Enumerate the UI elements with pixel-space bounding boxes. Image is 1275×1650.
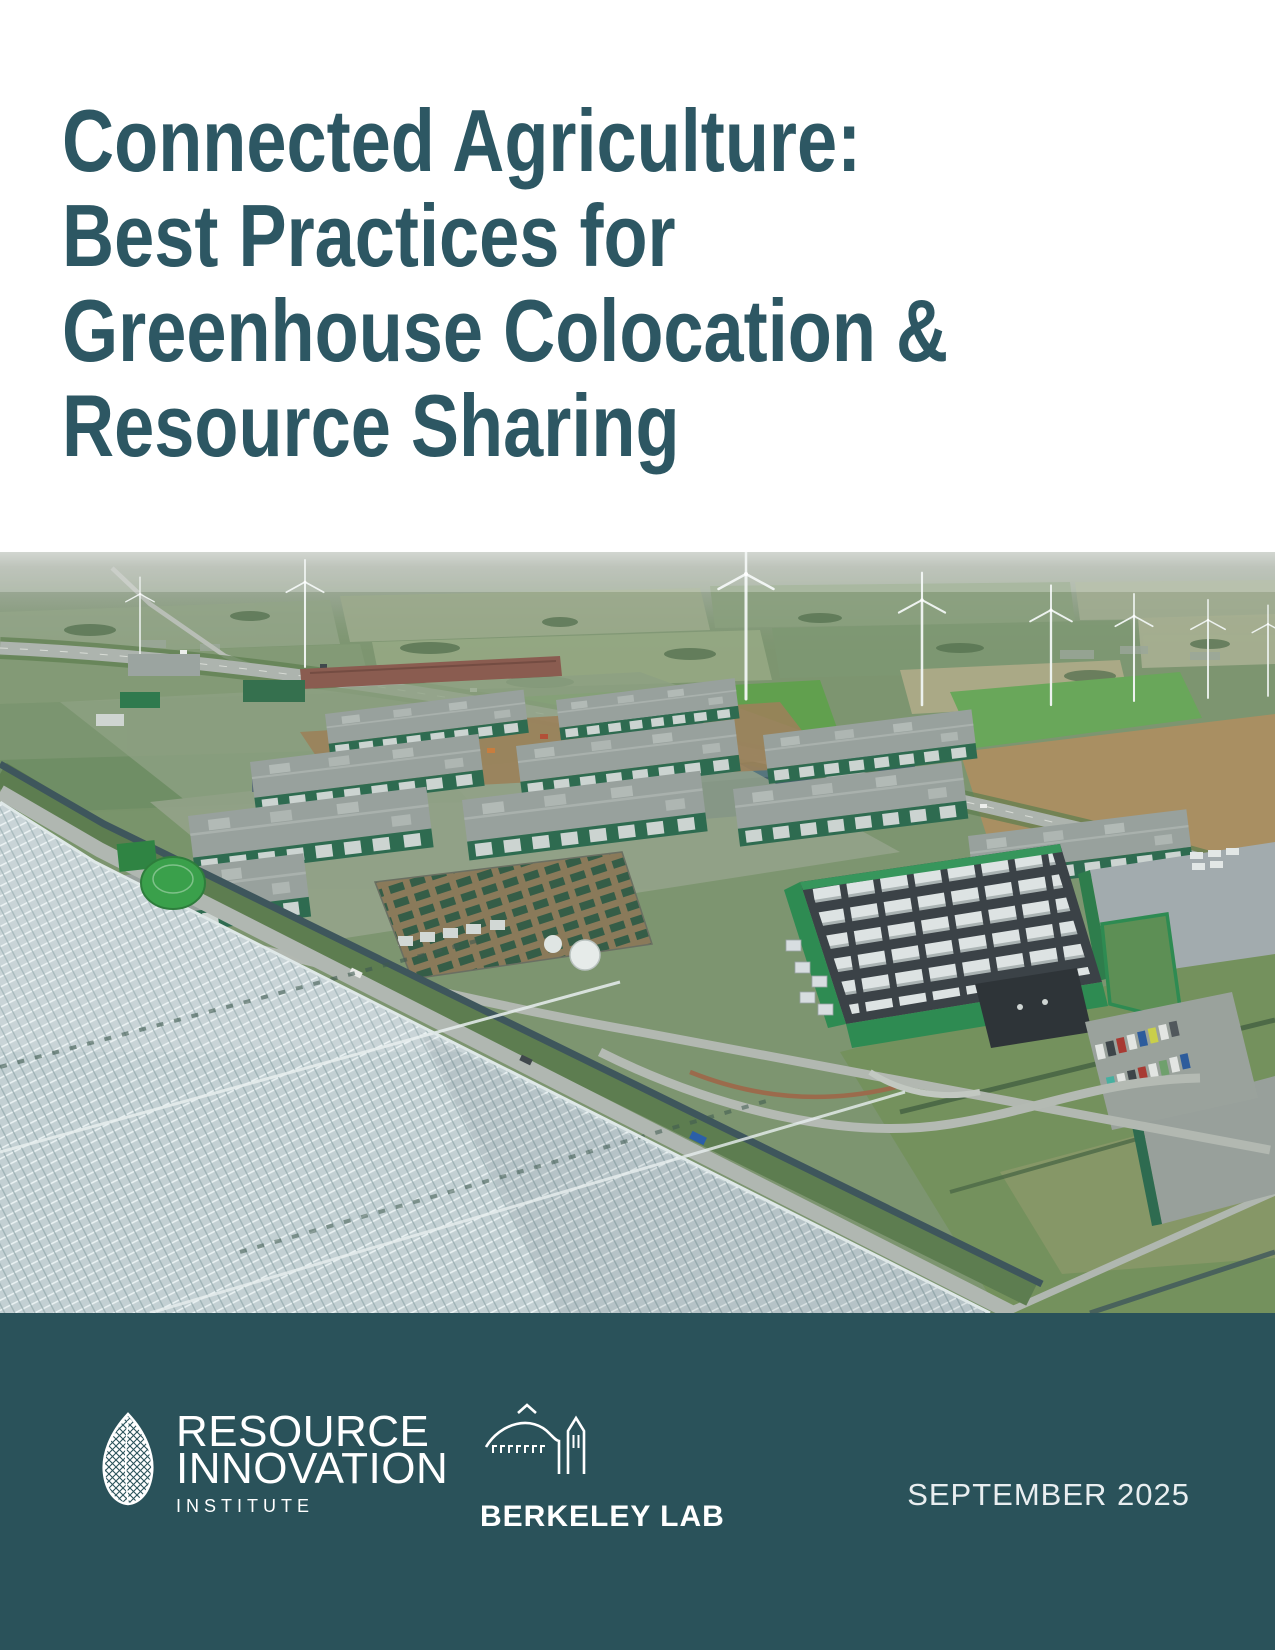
title-line: Best Practices for <box>62 186 676 285</box>
berkeley-lab-logo <box>480 1401 730 1534</box>
dome-campanile-icon <box>480 1401 598 1481</box>
footer-band <box>0 1313 1275 1650</box>
rii-line-innovation: INNOVATION <box>176 1444 449 1493</box>
rii-wordmark <box>176 1407 449 1517</box>
title-line: Greenhouse Colocation & <box>62 281 949 380</box>
resource-innovation-institute-logo <box>95 1407 449 1517</box>
title-line: Resource Sharing <box>62 376 680 475</box>
seed-icon <box>95 1411 161 1507</box>
cover-photo <box>0 552 1275 1313</box>
rii-line-institute: INSTITUTE <box>176 1496 314 1516</box>
cover-photo-illustration <box>0 552 1275 1313</box>
haze-overlay <box>0 552 1275 592</box>
title-line: Connected Agriculture: <box>62 91 862 190</box>
publication-date: SEPTEMBER 2025 <box>907 1477 1190 1512</box>
rii-line-resource: RESOURCE <box>176 1407 430 1456</box>
berkeley-lab-wordmark: BERKELEY LAB <box>480 1500 725 1533</box>
page-title <box>62 93 948 473</box>
